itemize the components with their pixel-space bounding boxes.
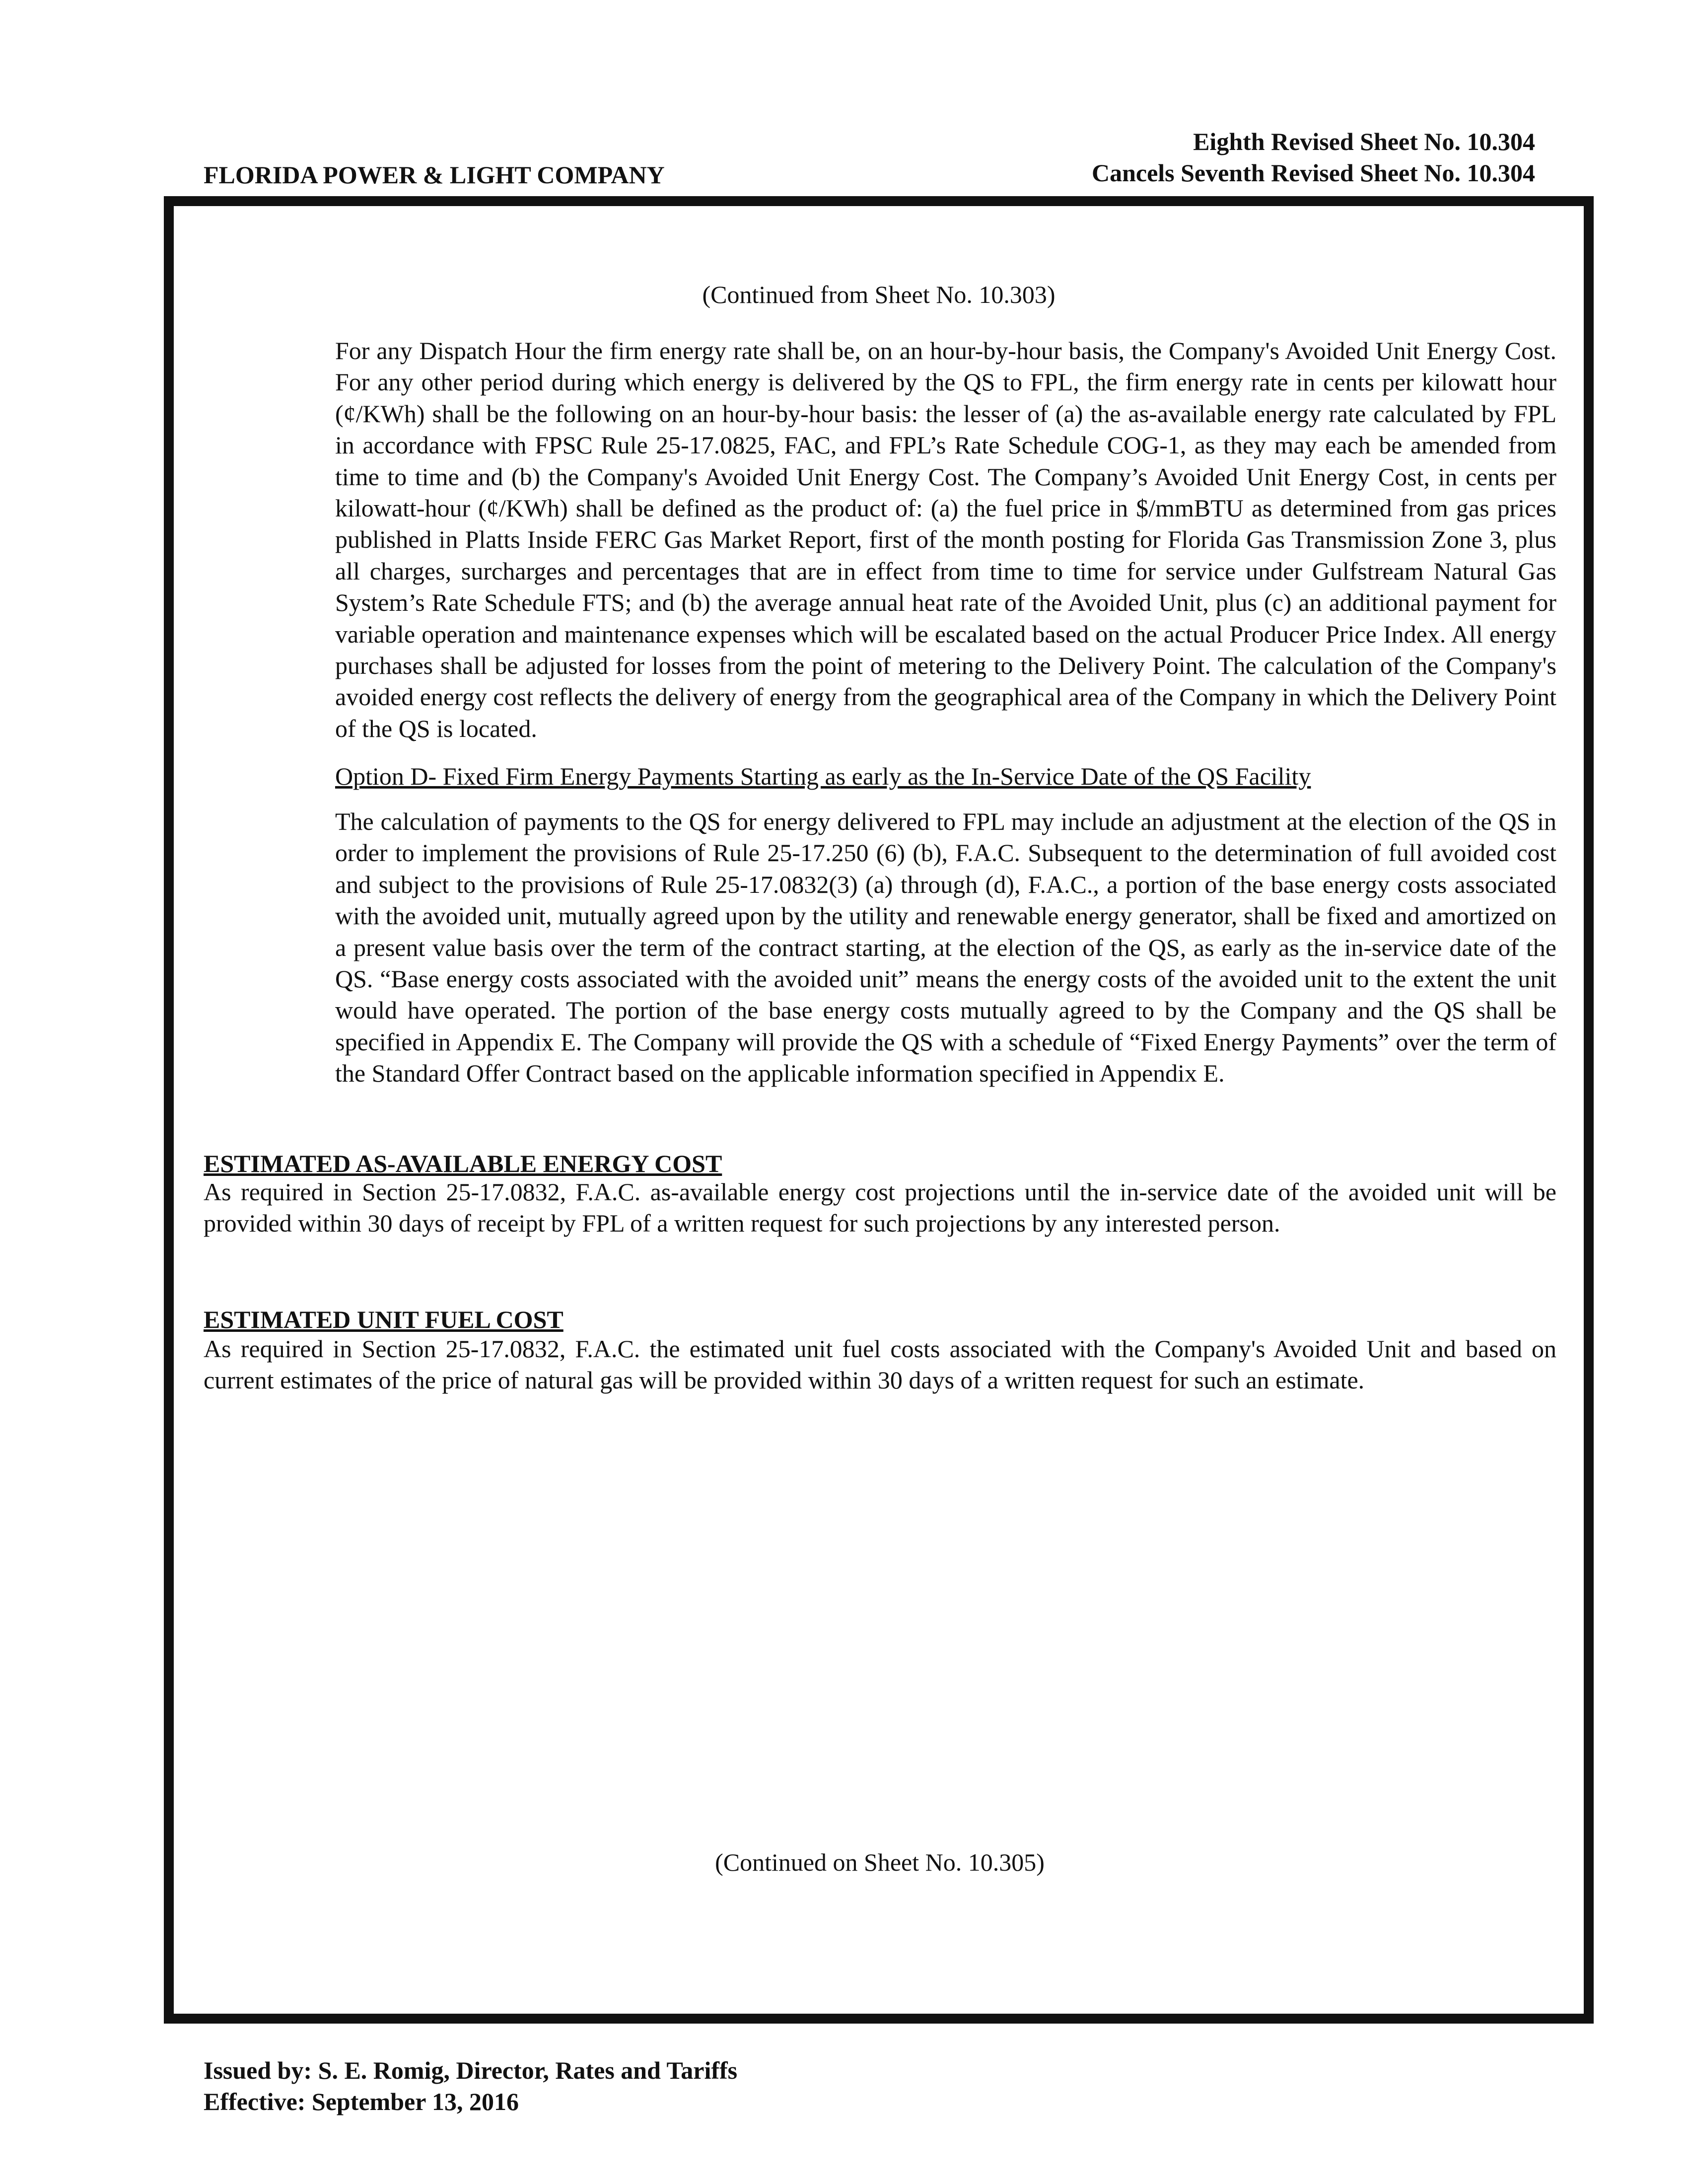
option-d-heading: Option D- Fixed Firm Energy Payments Starting as early as the In-Service Date of the QS Facility (335, 762, 1311, 790)
continued-from-note: (Continued from Sheet No. 10.303) (702, 281, 1055, 308)
issued-by: Issued by: S. E. Romig, Director, Rates and Tariffs (204, 2056, 738, 2084)
cancels-sheet-number: Cancels Seventh Revised Sheet No. 10.304 (1091, 159, 1535, 187)
as-available-energy-cost-heading: ESTIMATED AS-AVAILABLE ENERGY COST (204, 1150, 722, 1177)
option-d-paragraph: The calculation of payments to the QS for energy delivered to FPL may include an adjustment at the election of the QS in order to implement the provisions of Rule 25-17.250 (6) (b), F.A.C. Subsequent to the determination of full avoided cost and subject to the provisions of Rule 25-17.0832(3) (a) through (d), F.A.C., a portion of the base energy costs associated with the avoided unit, mutually agreed upon by the utility and renewable energy generator, shall be fixed and amortized on a present value basis over the term of the contract starting, at the election of the QS, as early as the in-service date of the QS. “Base energy costs associated with the avoided unit” means the energy costs of the avoided unit to the extent the unit would have operated. The portion of the base energy costs mutually agreed to by the Company and the QS shall be specified in Appendix E. The Company will provide the QS with a schedule of “Fixed Energy Payments” over the term of the Standard Offer Contract based on the applicable information specified in Appendix E. (335, 807, 1556, 1088)
revised-sheet-number: Eighth Revised Sheet No. 10.304 (1193, 128, 1535, 155)
effective-date: Effective: September 13, 2016 (204, 2088, 519, 2115)
tariff-frame (164, 196, 1594, 2024)
as-available-energy-cost-text: As required in Section 25-17.0832, F.A.C. as-available energy cost projections until the in-service date of the avoided unit will be provided within 30 days of receipt by FPL of a written request for such projections by any interested person. (204, 1178, 1556, 1238)
continued-on-note: (Continued on Sheet No. 10.305) (715, 1848, 1045, 1876)
sheet-info (1092, 126, 1535, 189)
footer (204, 2055, 737, 2117)
company-name: FLORIDA POWER & LIGHT COMPANY (204, 161, 665, 189)
firm-energy-rate-paragraph: For any Dispatch Hour the firm energy rate shall be, on an hour-by-hour basis, the Company's Avoided Unit Energy Cost. For any other period during which energy is delivered by the QS to FPL, the firm energy rate in cents per kilowatt hour (¢/KWh) shall be the following on an hour-by-hour basis: the lesser of (a) the as-available energy rate calculated by FPL in accordance with FPSC Rule 25-17.0825, FAC, and FPL’s Rate Schedule COG-1, as they may each be amended from time to time and (b) the Company's Avoided Unit Energy Cost. The Company’s Avoided Unit Energy Cost, in cents per kilowatt-hour (¢/KWh) shall be defined as the product of: (a) the fuel price in $/mmBTU as determined from gas prices published in Platts Inside FERC Gas Market Report, first of the month posting for Florida Gas Transmission Zone 3, plus all charges, surcharges and percentages that are in effect from time to time for service under Gulfstream Natural Gas System’s Rate Schedule FTS; and (b) the average annual heat rate of the Avoided Unit, plus (c) an additional payment for variable operation and maintenance expenses which will be escalated based on the actual Producer Price Index. All energy purchases shall be adjusted for losses from the point of metering to the Delivery Point. The calculation of the Company's avoided energy cost reflects the delivery of energy from the geographical area of the Company in which the Delivery Point of the QS is located. (335, 337, 1556, 742)
unit-fuel-cost-heading: ESTIMATED UNIT FUEL COST (204, 1306, 563, 1333)
unit-fuel-cost-text: As required in Section 25-17.0832, F.A.C. the estimated unit fuel costs associated with the Company's Avoided Unit and based on current estimates of the price of natural gas will be provided within 30 days of a written request for such an estimate. (204, 1335, 1556, 1394)
